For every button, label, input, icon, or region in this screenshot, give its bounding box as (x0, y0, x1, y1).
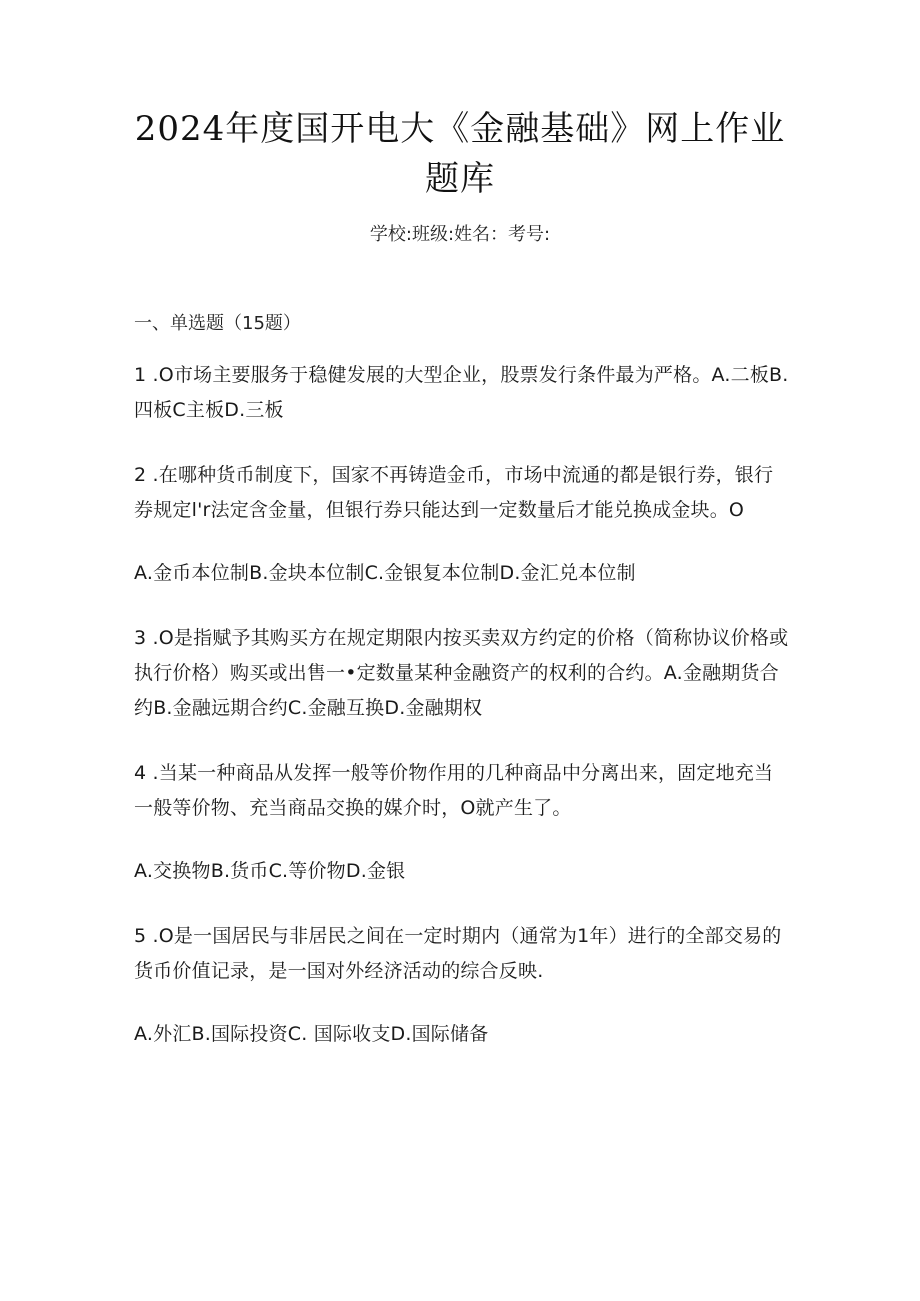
question-list (134, 310, 790, 1052)
section-heading: 一、单选题（15题） (134, 313, 301, 334)
question-stem: 5 .O是一国居民与非居民之间在一定时期内（通常为1年）进行的全部交易的货币价值记录，是一国对外经济活动的综合反映. (134, 925, 782, 982)
question-item (134, 756, 790, 889)
question-options: A.金币本位制B.金块本位制C.金银复本位制D.金汇兑本位制 (134, 562, 636, 584)
question-item (134, 621, 790, 726)
document-title: 2024年度国开电大《金融基础》网上作业题库 (134, 109, 786, 199)
question-stem: 3 .O是指赋予其购买方在规定期限内按买卖双方约定的价格（简称协议价格或执行价格）购买或出售一•定数量某种金融资产的权利的合约。A.金融期货合约B.金融远期合约C.金融互换D.金融期权 (134, 627, 789, 719)
question-stem: 1 .O市场主要服务于稳健发展的大型企业，股票发行条件最为严格。A.二板B.四板C主板D.三板 (134, 364, 789, 421)
question-stem: 2 .在哪种货币制度下，国家不再铸造金币，市场中流通的都是银行券，银行券规定l'r法定含金量，但银行券只能达到一定数量后才能兑换成金块。O (134, 464, 774, 521)
student-info-line: 学校:班级:姓名：考号: (369, 224, 551, 245)
question-item (134, 358, 790, 428)
question-item (134, 919, 790, 1052)
question-stem: 4 .当某一种商品从发挥一般等价物作用的几种商品中分离出来，固定地充当一般等价物、充当商品交换的媒介时，O就产生了。 (134, 762, 774, 819)
question-item (134, 458, 790, 591)
question-options: A.外汇B.国际投资C. 国际收支D.国际储备 (134, 1023, 489, 1045)
question-options: A.交换物B.货币C.等价物D.金银 (134, 860, 406, 882)
